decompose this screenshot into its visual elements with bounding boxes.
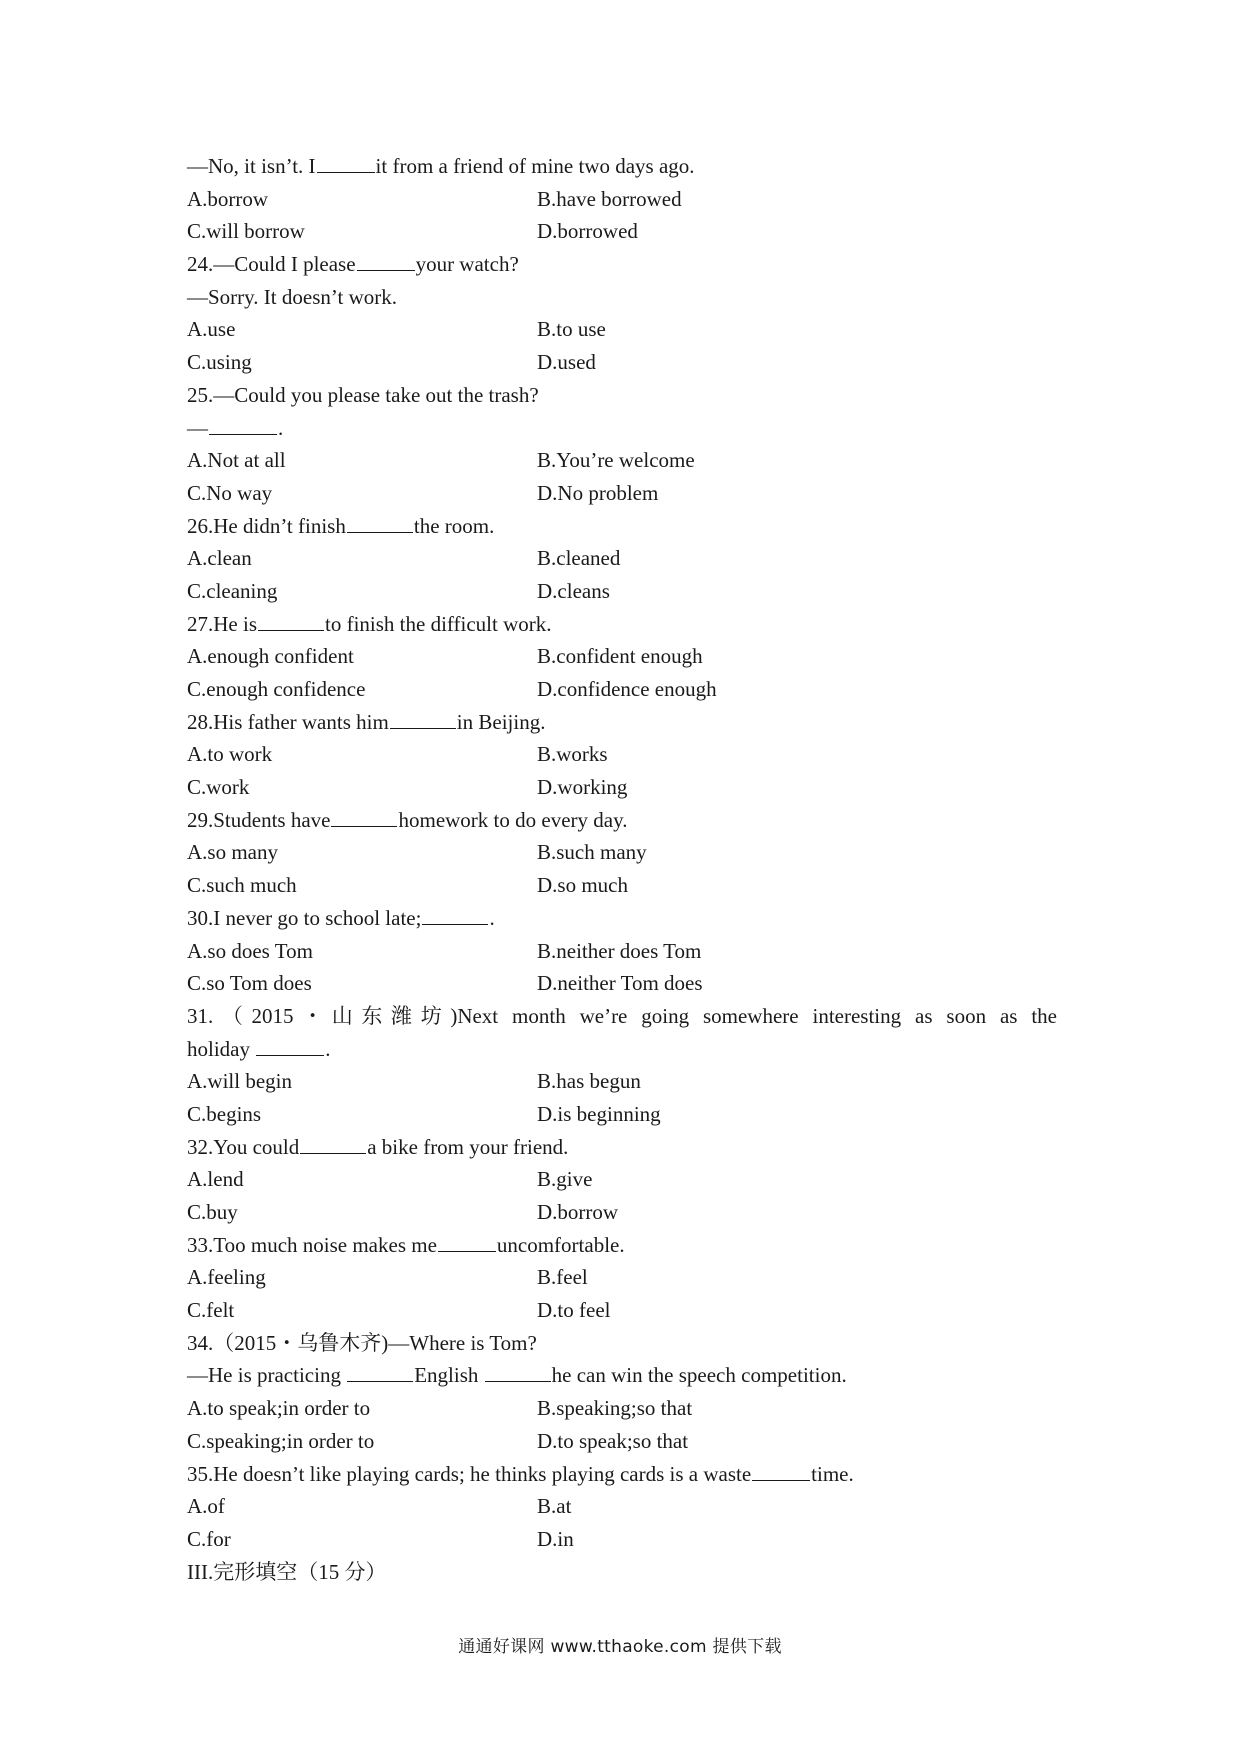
q26-option-c[interactable]: C.cleaning — [187, 578, 278, 603]
q23-option-b[interactable]: B.have borrowed — [537, 186, 682, 211]
q33-option-d[interactable]: D.to feel — [537, 1298, 611, 1323]
q26-text-b: the room. — [413, 513, 495, 538]
q26-options-row-2 — [187, 575, 1057, 608]
q35-blank[interactable] — [752, 1462, 810, 1481]
q31-option-b[interactable]: B.has begun — [537, 1069, 641, 1094]
q27-option-b[interactable]: B.confident enough — [537, 644, 703, 669]
q31-option-a[interactable]: A.will begin — [187, 1069, 292, 1094]
q34-option-d[interactable]: D.to speak;so that — [537, 1428, 689, 1453]
q24-option-b[interactable]: B.to use — [537, 317, 606, 342]
q30-text-a: 30.I never go to school late; — [187, 905, 422, 930]
q34-text-a: —He is practicing — [187, 1363, 341, 1388]
q26-option-d[interactable]: D.cleans — [537, 578, 610, 603]
q27-text-b: to finish the difficult work. — [325, 611, 552, 636]
q35-option-c[interactable]: C.for — [187, 1526, 231, 1551]
q25-option-c[interactable]: C.No way — [187, 480, 273, 505]
q26-options-row-1 — [187, 542, 1057, 575]
q32-options-row-1 — [187, 1163, 1057, 1196]
q35-text-b: time. — [811, 1461, 854, 1486]
q27-options-row-1 — [187, 640, 1057, 673]
section-heading-text: III.完形填空（15 分） — [187, 1559, 387, 1584]
q31-stem-cont — [187, 1033, 1057, 1066]
q23-text-b: it from a friend of mine two days ago. — [375, 154, 695, 178]
q24-stem — [187, 248, 1057, 281]
q31-text: 31.（2015・山东潍坊)Next month we’re going somewhere interesting as soon as the — [187, 1003, 1057, 1028]
q24-option-a[interactable]: A.use — [187, 317, 236, 342]
q25-reply-dash: — — [187, 415, 208, 440]
q28-options-row-1 — [187, 738, 1057, 771]
q32-blank[interactable] — [300, 1135, 366, 1154]
q23-option-a[interactable]: A.borrow — [187, 186, 269, 211]
q25-options-row-1 — [187, 444, 1057, 477]
q30-option-b[interactable]: B.neither does Tom — [537, 938, 702, 963]
q25-stem — [187, 379, 1057, 412]
q30-options-row-2 — [187, 967, 1057, 1000]
q24-options-row-2 — [187, 346, 1057, 379]
q33-stem — [187, 1229, 1057, 1262]
q23-answer-line — [187, 150, 1057, 183]
q28-options-row-2 — [187, 771, 1057, 804]
q33-options-row-2 — [187, 1294, 1057, 1327]
q30-options-row-1 — [187, 935, 1057, 968]
q31-blank[interactable] — [256, 1037, 324, 1056]
q35-option-d[interactable]: D.in — [537, 1526, 574, 1551]
q28-text-a: 28.His father wants him — [187, 709, 389, 734]
q34-option-b[interactable]: B.speaking;so that — [537, 1396, 693, 1421]
q26-stem — [187, 510, 1057, 543]
q33-option-a[interactable]: A.feeling — [187, 1265, 266, 1290]
q25-option-d[interactable]: D.No problem — [537, 480, 659, 505]
q28-blank[interactable] — [390, 710, 456, 729]
q34-options-row-1 — [187, 1392, 1057, 1425]
q28-stem — [187, 706, 1057, 739]
q23-options-row-2 — [187, 215, 1057, 248]
q29-blank[interactable] — [331, 808, 397, 827]
q30-option-a[interactable]: A.so does Tom — [187, 938, 313, 963]
q29-stem — [187, 804, 1057, 837]
q32-option-c[interactable]: C.buy — [187, 1200, 238, 1224]
q25-text: 25.—Could you please take out the trash? — [187, 382, 539, 407]
q27-options-row-2 — [187, 673, 1057, 706]
q29-option-b[interactable]: B.such many — [537, 840, 647, 865]
q32-text-a: 32.You could — [187, 1134, 300, 1159]
q33-option-b[interactable]: B.feel — [537, 1265, 588, 1290]
q32-option-d[interactable]: D.borrow — [537, 1200, 619, 1224]
q34-options-row-2 — [187, 1425, 1057, 1458]
q23-options-row-1 — [187, 183, 1057, 216]
q23-text-a: —No, it isn’t. I — [187, 154, 316, 178]
q29-option-a[interactable]: A.so many — [187, 840, 278, 865]
q32-option-a[interactable]: A.lend — [187, 1167, 244, 1192]
q35-stem — [187, 1458, 1057, 1491]
q23-blank[interactable] — [317, 154, 375, 173]
q24-blank[interactable] — [357, 252, 415, 271]
q28-text-b: in Beijing. — [456, 709, 546, 734]
q30-text-b: . — [489, 905, 495, 930]
q26-option-b[interactable]: B.cleaned — [537, 546, 621, 571]
q29-option-c[interactable]: C.such much — [187, 873, 297, 898]
q28-option-c[interactable]: C.work — [187, 775, 250, 800]
q23-option-c[interactable]: C.will borrow — [187, 219, 305, 244]
q32-options-row-2 — [187, 1196, 1057, 1229]
q24-text-a: 24.—Could I please — [187, 252, 356, 277]
q25-reply-end: . — [278, 415, 284, 440]
q26-blank[interactable] — [347, 514, 413, 533]
q24-option-c[interactable]: C.using — [187, 350, 252, 375]
q34-option-a[interactable]: A.to speak;in order to — [187, 1396, 371, 1421]
q27-option-d[interactable]: D.confidence enough — [537, 677, 717, 701]
q25-option-a[interactable]: A.Not at all — [187, 448, 286, 473]
q27-option-c[interactable]: C.enough confidence — [187, 677, 366, 701]
q33-options-row-1 — [187, 1261, 1057, 1294]
q31-text-b: . — [325, 1036, 331, 1061]
q24-option-d[interactable]: D.used — [537, 350, 596, 375]
q31-options-row-1 — [187, 1065, 1057, 1098]
q35-text-a: 35.He doesn’t like playing cards; he thinks playing cards is a waste — [187, 1461, 752, 1486]
q29-text-b: homework to do every day. — [398, 807, 628, 832]
q30-option-d[interactable]: D.neither Tom does — [537, 971, 703, 996]
q26-text-a: 26.He didn’t finish — [187, 513, 346, 538]
q34-stem — [187, 1327, 1057, 1360]
q34-blank-2[interactable] — [485, 1363, 551, 1382]
q28-option-a[interactable]: A.to work — [187, 742, 273, 767]
q29-option-d[interactable]: D.so much — [537, 873, 628, 898]
q35-option-a[interactable]: A.of — [187, 1494, 225, 1519]
q24-options-row-1 — [187, 313, 1057, 346]
q34-text-c: he can win the speech competition. — [551, 1363, 847, 1388]
q24-reply — [187, 281, 1057, 314]
q32-option-b[interactable]: B.give — [537, 1167, 593, 1192]
q32-stem — [187, 1131, 1057, 1164]
section-heading-cloze — [187, 1556, 1057, 1589]
q33-text-b: uncomfortable. — [496, 1232, 625, 1257]
q31-stem — [187, 1000, 1057, 1033]
q25-reply — [187, 412, 1057, 445]
q29-text-a: 29.Students have — [187, 807, 331, 832]
page-footer: 通通好课网 www.tthaoke.com 提供下载 — [458, 1637, 782, 1657]
q34-text-b: English — [414, 1363, 479, 1388]
q27-stem — [187, 608, 1057, 641]
q25-blank[interactable] — [209, 416, 277, 435]
q29-options-row-1 — [187, 836, 1057, 869]
q25-options-row-2 — [187, 477, 1057, 510]
q31-text-a: holiday — [187, 1036, 250, 1061]
q33-blank[interactable] — [438, 1233, 496, 1252]
q31-option-c[interactable]: C.begins — [187, 1101, 262, 1126]
question-list — [187, 150, 1057, 1588]
q26-option-a[interactable]: A.clean — [187, 546, 252, 571]
q34-option-c[interactable]: C.speaking;in order to — [187, 1428, 375, 1453]
q34-blank-1[interactable] — [347, 1363, 413, 1382]
q25-option-b[interactable]: B.You’re welcome — [537, 448, 695, 473]
q35-options-row-2 — [187, 1523, 1057, 1556]
q23-option-d[interactable]: D.borrowed — [537, 219, 638, 244]
q34-text: 34.（2015・乌鲁木齐)—Where is Tom? — [187, 1330, 537, 1355]
q27-text-a: 27.He is — [187, 611, 257, 636]
q24-reply-text: —Sorry. It doesn’t work. — [187, 284, 397, 309]
q30-stem — [187, 902, 1057, 935]
q33-text-a: 33.Too much noise makes me — [187, 1232, 437, 1257]
q31-option-d[interactable]: D.is beginning — [537, 1101, 661, 1126]
q29-options-row-2 — [187, 869, 1057, 902]
q32-text-b: a bike from your friend. — [367, 1134, 569, 1159]
q28-option-b[interactable]: B.works — [537, 742, 608, 767]
q27-option-a[interactable]: A.enough confident — [187, 644, 354, 669]
q24-text-b: your watch? — [415, 252, 519, 277]
q31-options-row-2 — [187, 1098, 1057, 1131]
q30-blank[interactable] — [422, 906, 488, 925]
q28-option-d[interactable]: D.working — [537, 775, 628, 800]
q30-option-c[interactable]: C.so Tom does — [187, 971, 312, 996]
q35-option-b[interactable]: B.at — [537, 1494, 572, 1519]
q35-options-row-1 — [187, 1490, 1057, 1523]
q34-reply — [187, 1359, 1057, 1392]
q27-blank[interactable] — [258, 612, 324, 631]
q33-option-c[interactable]: C.felt — [187, 1298, 235, 1323]
